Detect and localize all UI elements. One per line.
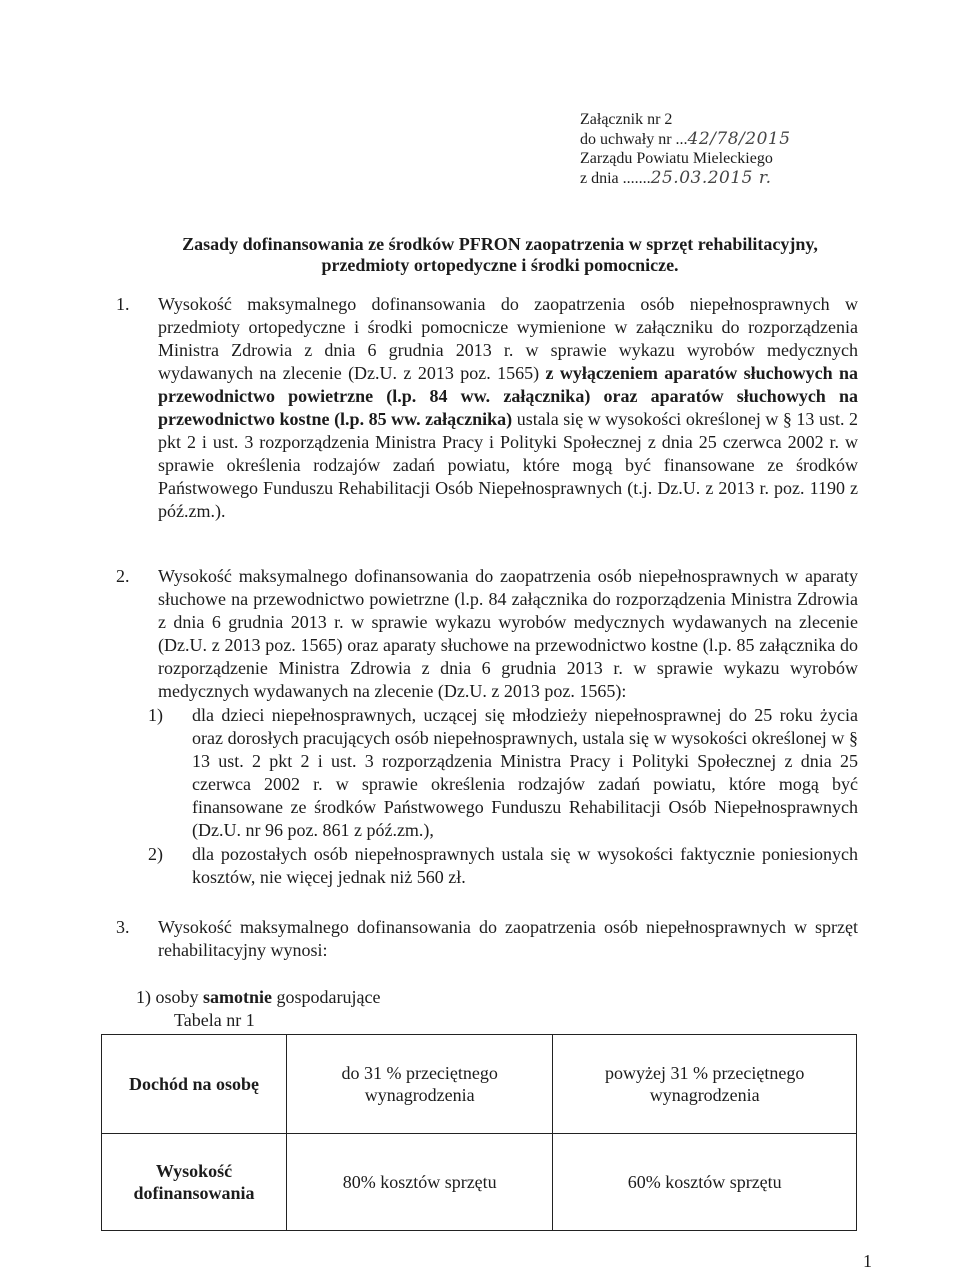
handwritten-date: 25.03.2015 r. (650, 167, 772, 188)
section-3-text: Wysokość maksymalnego dofinansowania do zaopatrzenia osób niepełnosprawnych w sprzęt rehabilitacyjny wynosi: (158, 917, 858, 960)
table-row-funding (102, 1133, 857, 1231)
annex-line-4 (580, 169, 791, 189)
handwritten-resolution-number: 42/78/2015 (687, 128, 791, 149)
subitem-post: gospodarujące (276, 987, 381, 1007)
section-2-subitem-2 (148, 843, 858, 889)
title-line-1: Zasady dofinansowania ze środków PFRON zaopatrzenia w sprzęt rehabilitacyjny, (182, 234, 818, 254)
subitem-2-text: dla pozostałych osób niepełnosprawnych ustala się w wysokości faktycznie poniesionych kosztów, nie więcej jednak niż 560 zł. (192, 844, 858, 887)
table-row-income (102, 1035, 857, 1134)
annex-resolution-label: do uchwały nr ... (580, 130, 688, 148)
subitem-number: 1) (136, 987, 151, 1007)
section-2-body (148, 565, 858, 889)
annex-header (580, 110, 791, 188)
section-1 (116, 293, 858, 523)
funding-low-income: 80% kosztów sprzętu (287, 1133, 553, 1231)
section-3-number: 3. (116, 917, 130, 937)
annex-line-1: Załącznik nr 2 (580, 111, 673, 128)
funding-high-income: 60% kosztów sprzętu (553, 1133, 857, 1231)
section-1-text-part-1: Wysokość maksymalnego dofinansowania do zaopatrzenia osób niepełnosprawnych w przedmioty ortopedyczne i środki pomocnicze wymienione w załączniku do rozporządzenia Ministra Zdrowia z dnia 6 grudnia 2013 r. w sprawie wykazu wyrobów medycznych wydawanych na zlecenie (Dz.U. z 2013 poz. 1565) (158, 294, 858, 383)
section-3 (116, 916, 858, 1030)
section-1-text-part-2: ustala się w wysokości określonej w § 13 ust. 2 pkt 2 i ust. 3 rozporządzenia Ministra Pracy i Polityki Społecznej z dnia 25 czerwca 2002 r. w sprawie określenia rodzajów zadań powiatu, które mogą być finansowane ze środków Państwowego Funduszu Rehabilitacji Osób Niepełnosprawnych (t.j. Dz.U. z 2013 r. poz. 1190 z póź.zm.). (158, 409, 859, 521)
section-1-number: 1. (116, 294, 130, 314)
section-3-subitem-1 (136, 986, 380, 1009)
income-threshold-low: do 31 % przeciętnego wynagrodzenia (287, 1035, 553, 1134)
section-2-text: Wysokość maksymalnego dofinansowania do zaopatrzenia osób niepełnosprawnych w aparaty słuchowe na przewodnictwo powietrzne (l.p. 84 załącznika do rozporządzenia Ministra Zdrowia z dnia 6 grudnia 2013 r. w sprawie wykazu wyrobów medycznych wydawanych na zlecenie (Dz.U. z 2013 poz. 1565) oraz aparaty słuchowe na przewodnictwo kostne (l.p. 85 załącznika do rozporządzenie Ministra Zdrowia z dnia 6 grudnia 2013 r. w sprawie wykazu wyrobów medycznych wydawanych na zlecenie (Dz.U. z 2013 poz. 1565): (158, 566, 858, 701)
page-number: 1 (863, 1251, 872, 1271)
income-threshold-high: powyżej 31 % przeciętnego wynagrodzenia (553, 1035, 857, 1134)
funding-table (101, 1034, 857, 1231)
title-line-2: przedmioty ortopedyczne i środki pomocnicze. (321, 255, 679, 275)
section-2 (116, 565, 858, 889)
subitem-1-text: dla dzieci niepełnosprawnych, uczącej się młodzieży niepełnosprawnej do 25 roku życia oraz dorosłych pracujących osób niepełnosprawnych, ustala się w wysokości określonej w § 13 ust. 2 pkt 2 i ust. 3 rozporządzenia Ministra Pracy i Polityki Społecznej z dnia 25 czerwca 2002 r. w sprawie określenia rodzajów zadań powiatu, które mogą być finansowane ze środków Państwowego Funduszu Rehabilitacji Osób Niepełnosprawnych (Dz.U. nr 96 poz. 861 z póź.zm.), (192, 705, 858, 840)
section-1-bold-exclusion: z wyłączeniem aparatów słuchowych na przewodnictwo powietrzne (l.p. 84 ww. załącznika) oraz aparatów słuchowych na przewodnictwo kostne (l.p. 85 ww. załącznika) (158, 363, 858, 429)
subitem-1-number: 1) (148, 705, 163, 725)
subitem-2-number: 2) (148, 844, 163, 864)
section-2-subitem-1 (148, 704, 858, 842)
annex-line-2 (580, 130, 791, 150)
annex-date-label: z dnia ....... (580, 169, 651, 187)
annex-line-3: Zarządu Powiatu Mieleckiego (580, 150, 773, 167)
section-2-number: 2. (116, 566, 130, 586)
table-label: Tabela nr 1 (174, 1010, 255, 1030)
row-header-funding: Wysokość dofinansowania (102, 1133, 287, 1231)
row-header-income: Dochód na osobę (102, 1035, 287, 1134)
section-1-text (158, 293, 858, 523)
subitem-bold: samotnie (203, 987, 273, 1007)
subitem-pre: osoby (155, 987, 199, 1007)
document-title (100, 234, 900, 276)
